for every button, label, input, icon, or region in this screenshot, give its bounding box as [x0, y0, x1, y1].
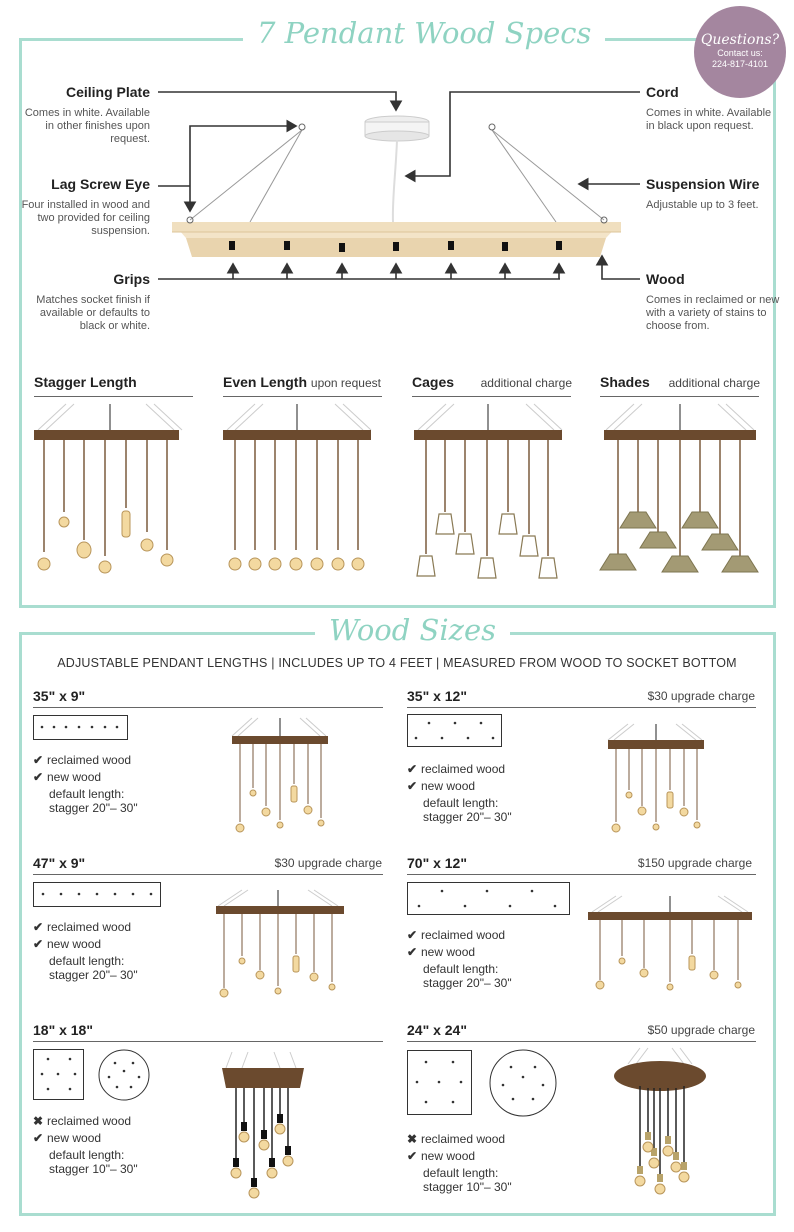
cord-desc: Comes in white. Available in black upon request.: [646, 107, 772, 132]
ceiling-plate-title: Ceiling Plate: [65, 84, 150, 100]
chandelier-18x18: [218, 1052, 308, 1202]
style-stagger-title: Stagger Length: [34, 374, 137, 390]
default-length: default length: stagger 10"– 30": [49, 1148, 138, 1176]
layout-35x12: [407, 714, 503, 748]
layout-24x24-square: [407, 1050, 473, 1116]
check-icon: ✔: [33, 753, 44, 767]
new-wood-option: ✔ new wood: [407, 779, 476, 793]
style-cages-illustration: [414, 404, 564, 584]
size-label: 24" x 24": [407, 1022, 467, 1038]
divider: [33, 707, 383, 708]
reclaimed-wood-option: ✔ reclaimed wood: [407, 762, 506, 776]
chandelier-35x12: [604, 724, 724, 844]
reclaimed-wood-option: ✔ reclaimed wood: [407, 928, 506, 942]
cord-title: Cord: [646, 84, 679, 100]
layout-35x9: [33, 715, 129, 741]
chandelier-47x9: [212, 890, 352, 1000]
ceiling-plate-desc: Comes in white. Available in other finishes upon request.: [24, 107, 150, 145]
reclaimed-wood-option: ✖ reclaimed wood: [33, 1114, 132, 1128]
check-icon: ✔: [407, 945, 418, 959]
layout-47x9: [33, 882, 163, 908]
style-even-title: Even Length upon request: [223, 374, 381, 390]
ceiling-plate-icon: [365, 116, 429, 141]
check-icon: ✔: [407, 1149, 418, 1163]
sizes-title: Wood Sizes: [315, 613, 510, 647]
reclaimed-wood-option: ✔ reclaimed wood: [33, 920, 132, 934]
cross-icon: ✖: [33, 1114, 44, 1128]
size-label: 18" x 18": [33, 1022, 93, 1038]
new-wood-option: ✔ new wood: [33, 1131, 102, 1145]
suspension-wire-title: Suspension Wire: [646, 176, 760, 192]
size-label: 47" x 9": [33, 855, 86, 871]
size-label: 35" x 12": [407, 688, 467, 704]
upgrade-charge: $30 upgrade charge: [647, 689, 755, 703]
reclaimed-wood-option: ✖ reclaimed wood: [407, 1132, 506, 1146]
lag-screw-eye-desc: Four installed in wood and two provided for ceiling suspension.: [21, 199, 150, 237]
suspension-wire-desc: Adjustable up to 3 feet.: [646, 199, 759, 211]
default-length: default length: stagger 20"– 30": [423, 796, 512, 824]
wood-board-icon: [172, 222, 621, 257]
default-length: default length: stagger 20"– 30": [423, 962, 512, 990]
divider: [33, 1041, 383, 1042]
grips-desc: Matches socket finish if available or defaults to black or white.: [36, 294, 150, 332]
lag-screw-eye-icon: [489, 124, 495, 130]
upgrade-charge: $30 upgrade charge: [274, 856, 382, 870]
default-length: default length: stagger 20"– 30": [49, 954, 138, 982]
spec-diagram: [0, 0, 794, 340]
divider: [407, 1041, 756, 1042]
divider: [600, 396, 759, 397]
sizes-subtitle: ADJUSTABLE PENDANT LENGTHS | INCLUDES UP TO 4 FEET | MEASURED FROM WOOD TO SOCKET BOTTOM: [57, 656, 737, 670]
default-length: default length: stagger 10"– 30": [423, 1166, 512, 1194]
divider: [33, 874, 383, 875]
check-icon: ✔: [33, 920, 44, 934]
size-label: 70" x 12": [407, 855, 467, 871]
wood-title: Wood: [646, 271, 685, 287]
size-label: 35" x 9": [33, 688, 86, 704]
cross-icon: ✖: [407, 1132, 418, 1146]
style-shades-title: Shades additional charge: [600, 374, 760, 390]
questions-contact: Contact us:: [717, 48, 763, 58]
style-stagger-illustration: [34, 404, 184, 584]
upgrade-charge: $150 upgrade charge: [637, 856, 752, 870]
questions-title: Questions?: [700, 32, 780, 48]
chandelier-35x9: [228, 718, 348, 838]
check-icon: ✔: [407, 779, 418, 793]
check-icon: ✔: [407, 762, 418, 776]
check-icon: ✔: [33, 770, 44, 784]
questions-phone[interactable]: 224-817-4101: [711, 59, 769, 69]
style-even-illustration: [223, 404, 373, 584]
chandelier-70x12: [586, 896, 756, 1006]
divider: [412, 396, 571, 397]
divider: [34, 396, 193, 397]
reclaimed-wood-option: ✔ reclaimed wood: [33, 753, 132, 767]
grips-title: Grips: [113, 271, 150, 287]
divider: [407, 874, 756, 875]
layout-18x18-square: [33, 1049, 85, 1101]
divider: [407, 707, 756, 708]
style-shades-illustration: [602, 404, 762, 584]
style-cages-title: Cages additional charge: [412, 374, 572, 390]
check-icon: ✔: [33, 1131, 44, 1145]
layout-18x18-round: [98, 1049, 150, 1101]
default-length: default length: stagger 20"– 30": [49, 787, 138, 815]
lag-screw-eye-icon: [299, 124, 305, 130]
new-wood-option: ✔ new wood: [33, 770, 102, 784]
new-wood-option: ✔ new wood: [33, 937, 102, 951]
lag-screw-eye-title: Lag Screw Eye: [51, 176, 150, 192]
layout-24x24-round: [489, 1049, 557, 1117]
new-wood-option: ✔ new wood: [407, 1149, 476, 1163]
check-icon: ✔: [407, 928, 418, 942]
cord-icon: [393, 140, 397, 222]
chandelier-24x24: [610, 1048, 710, 1208]
divider: [223, 396, 382, 397]
upgrade-charge: $50 upgrade charge: [647, 1023, 755, 1037]
check-icon: ✔: [33, 937, 44, 951]
layout-70x12: [407, 882, 573, 916]
new-wood-option: ✔ new wood: [407, 945, 476, 959]
page-title: 7 Pendant Wood Specs: [243, 16, 605, 50]
wood-desc: Comes in reclaimed or new with a variety of stains to choose from.: [646, 294, 780, 332]
